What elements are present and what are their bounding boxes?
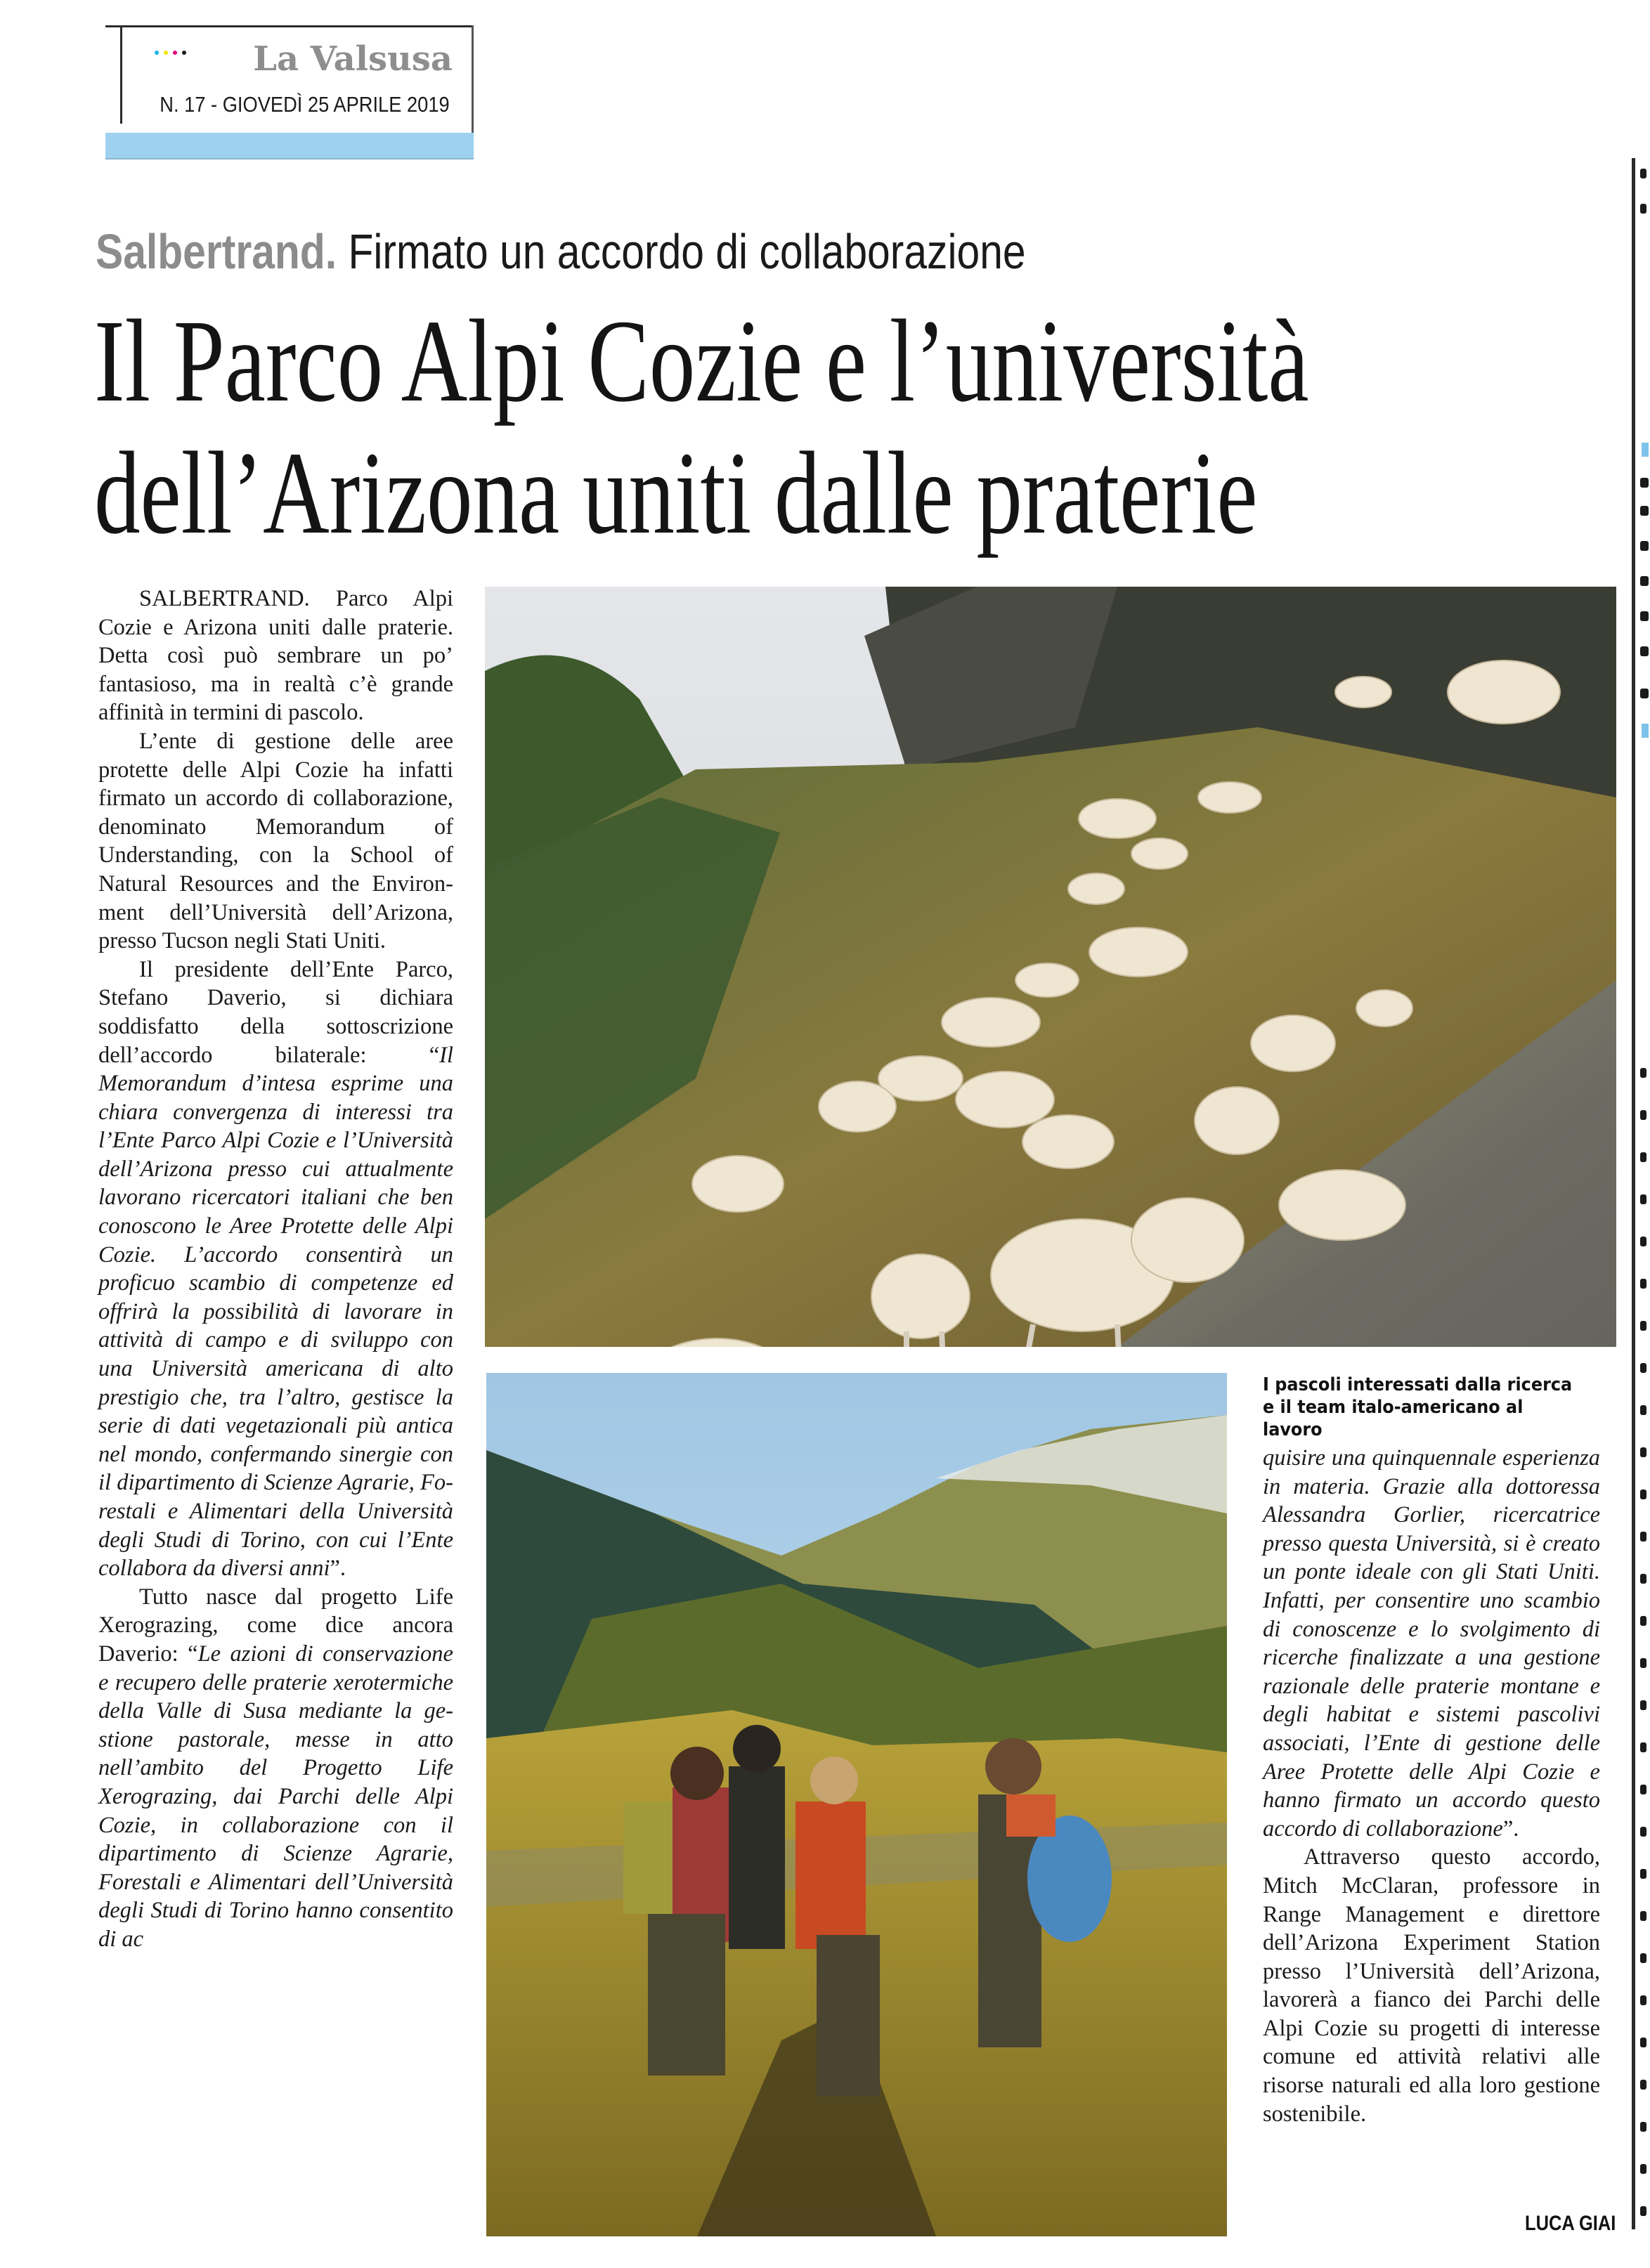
newspaper-name: La Valsusa xyxy=(253,39,453,79)
paragraph-lead: Il presidente dell’Ente Parco, Stefano Daverio, si dichiara soddisfatto della sottoscrizione dell’accordo bilaterale: “ xyxy=(98,956,453,1068)
article-paragraph: L’ente di gestione delle aree protette delle Alpi Cozie ha infatti firmato un accordo di collaborazione, denominato Memorandum of Understanding, con la School of Natural Resources and the Environment dell’Università dell’Arizona, presso Tucson negli Stati Uniti. xyxy=(98,728,453,954)
adjacent-text-fragment xyxy=(1640,1363,1646,1373)
quotation: quisire una quinquennale esperienza in materia. Grazie alla dottoressa Alessandra Gorlier, ricercatrice presso questa Università, si è creato un ponte ideale con gli Stati Uniti. Infatti, per consentire uno scambio di conoscenze e lo svolgimento di ricerche finalizzate a una gestione razionale delle praterie montane e degli habitat e sistemi pascolivi associati, l’Ente di gestione delle Aree Protette delle Alpi Cozie e hanno firmato un accordo questo accordo di collaborazione xyxy=(1263,1445,1600,1842)
article-paragraph: Attraverso questo accordo, Mitch McClaran, professore in Range Management e direttore dell’Arizona Experiment Station presso l’Università dell’Arizona, lavorerà a fianco dei Parchi delle Alpi Cozie su progetti di interesse comune ed attività relativi alle risorse naturali ed alla loro gestione sostenibile. xyxy=(1263,1844,1600,2127)
registration-dot-cyan xyxy=(155,51,159,55)
adjacent-text-fragment xyxy=(1640,1785,1646,1794)
adjacent-text-fragment xyxy=(1640,1490,1646,1499)
sheep-photo xyxy=(485,587,1616,1347)
masthead xyxy=(105,25,474,157)
masthead-right-rule xyxy=(472,25,474,133)
adjacent-text-fragment xyxy=(1640,1700,1646,1710)
adjacent-text-fragment xyxy=(1640,204,1646,214)
hikers-photo-image xyxy=(486,1373,1227,2236)
sheep-photo-image xyxy=(485,587,1616,1347)
adjacent-text-fragment xyxy=(1640,1279,1646,1289)
adjacent-text-fragment xyxy=(1640,1068,1646,1078)
adjacent-text-fragment xyxy=(1640,1194,1646,1204)
adjacent-text-fragment xyxy=(1640,1995,1646,2005)
hikers-photo xyxy=(486,1373,1227,2236)
adjacent-text-fragment xyxy=(1640,576,1649,586)
title-line-1: Il Parco Alpi Cozie e l’università xyxy=(94,296,1309,426)
adjacent-text-fragment xyxy=(1640,1532,1646,1542)
adjacent-text-fragment xyxy=(1640,2080,1646,2090)
adjacent-text-fragment xyxy=(1640,1742,1646,1752)
adjacent-text-fragment xyxy=(1640,478,1649,488)
issue-date-line: N. 17 - GIOVEDÌ 25 APRILE 2019 xyxy=(160,92,450,117)
adjacent-text-fragment xyxy=(1640,541,1649,551)
registration-dot-black xyxy=(182,51,186,55)
adjacent-text-fragment xyxy=(1640,2164,1646,2174)
registration-dot-magenta xyxy=(173,51,177,55)
adjacent-text-fragment xyxy=(1640,1152,1646,1162)
adjacent-text-fragment xyxy=(1640,1953,1646,1963)
adjacent-text-fragment xyxy=(1640,1574,1646,1584)
article-column-left xyxy=(98,585,453,1954)
adjacent-text-fragment xyxy=(1640,1869,1646,1879)
kicker xyxy=(96,223,1026,280)
adjacent-text-fragment xyxy=(1640,1911,1646,1921)
paragraph-lead: Tutto nasce dal progetto Life Xerograzing, come dice ancora Daverio: “ xyxy=(98,1584,453,1667)
page-title xyxy=(94,295,1410,559)
adjacent-blue-marker xyxy=(1642,724,1649,738)
adjacent-text-fragment xyxy=(1640,689,1649,698)
adjacent-text-fragment xyxy=(1640,646,1649,656)
adjacent-text-fragment xyxy=(1640,2206,1646,2216)
adjacent-text-fragment xyxy=(1640,506,1649,516)
paragraph-tail: ”. xyxy=(1502,1816,1519,1842)
registration-dot-yellow xyxy=(164,51,168,55)
adjacent-text-fragment xyxy=(1640,1447,1646,1457)
adjacent-text-fragment xyxy=(1640,1321,1646,1331)
registration-dots xyxy=(155,51,186,55)
adjacent-text-fragment xyxy=(1640,1405,1646,1415)
masthead-top-rule xyxy=(105,25,474,27)
masthead-accent-bar xyxy=(105,133,474,159)
paragraph-tail: ”. xyxy=(330,1556,346,1582)
adjacent-text-fragment xyxy=(1640,1110,1646,1120)
quotation: Il Memorandum d’intesa esprime una chiara convergenza di interessi tra l’Ente Parco Alpi Cozie e l’Università dell’Arizona presso cui attualmente lavorano ricercatori italiani che ben conoscono le Aree Protette delle Alpi Cozie. L’accordo consentirà un proficuo scambio di competenze ed offrirà la possibilità di lavorare in attività di campo e di sviluppo con una Università americana di alto prestigio che, tra l’altro, gestisce la serie di dati vegetazionali più antica nel mondo, confermando sinergie con il dipartimento di Scienze Agrarie, Forestali e Alimentari della Università degli Studi di Torino, con cui l’Ente collabora da diversi anni xyxy=(98,1042,453,1582)
adjacent-text-fragment xyxy=(1640,1658,1646,1668)
photo-caption: I pascoli interessati dalla ricerca e il team italo-americano al lavoro xyxy=(1263,1374,1573,1440)
adjacent-blue-marker xyxy=(1642,443,1649,457)
adjacent-article-fragment xyxy=(1639,155,1650,2262)
title-line-2: dell’Arizona uniti dalle praterie xyxy=(94,428,1258,559)
adjacent-text-fragment xyxy=(1640,1237,1646,1246)
adjacent-text-fragment xyxy=(1640,611,1649,621)
article-paragraph xyxy=(1263,1444,1600,1843)
adjacent-text-fragment xyxy=(1640,2122,1646,2132)
adjacent-text-fragment xyxy=(1640,169,1646,178)
adjacent-text-fragment xyxy=(1640,1827,1646,1837)
quotation: Le azioni di conservazione e recupero delle praterie xerotermiche della Valle di Susa mediante la gestione pastorale, messe in atto nell’ambito del Progetto Life Xerograzing, dai Parchi delle Alpi Cozie, in collaborazione con il dipartimento di Scienze Agrarie, Forestali e Alimentari dell’Università degli Studi di Torino hanno consentito di ac xyxy=(98,1641,453,1952)
kicker-subtitle: Firmato un accordo di collaborazione xyxy=(348,224,1026,279)
article-paragraph xyxy=(98,956,453,1583)
article-paragraph: SALBERTRAND. Parco Alpi Cozie e Arizona uniti dalle praterie. Detta così può sembrare un po’ fantasioso, ma in realtà c’è grande affinità in termini di pascolo. xyxy=(98,586,453,726)
article-column-right xyxy=(1263,1444,1600,2128)
column-divider xyxy=(1632,158,1635,2229)
article-paragraph xyxy=(98,1583,453,1954)
adjacent-text-fragment xyxy=(1640,1616,1646,1626)
kicker-place: Salbertrand. xyxy=(96,224,337,279)
byline: LUCA GIAI xyxy=(1525,2212,1616,2235)
masthead-left-rule xyxy=(120,25,122,124)
adjacent-text-fragment xyxy=(1640,2038,1646,2047)
